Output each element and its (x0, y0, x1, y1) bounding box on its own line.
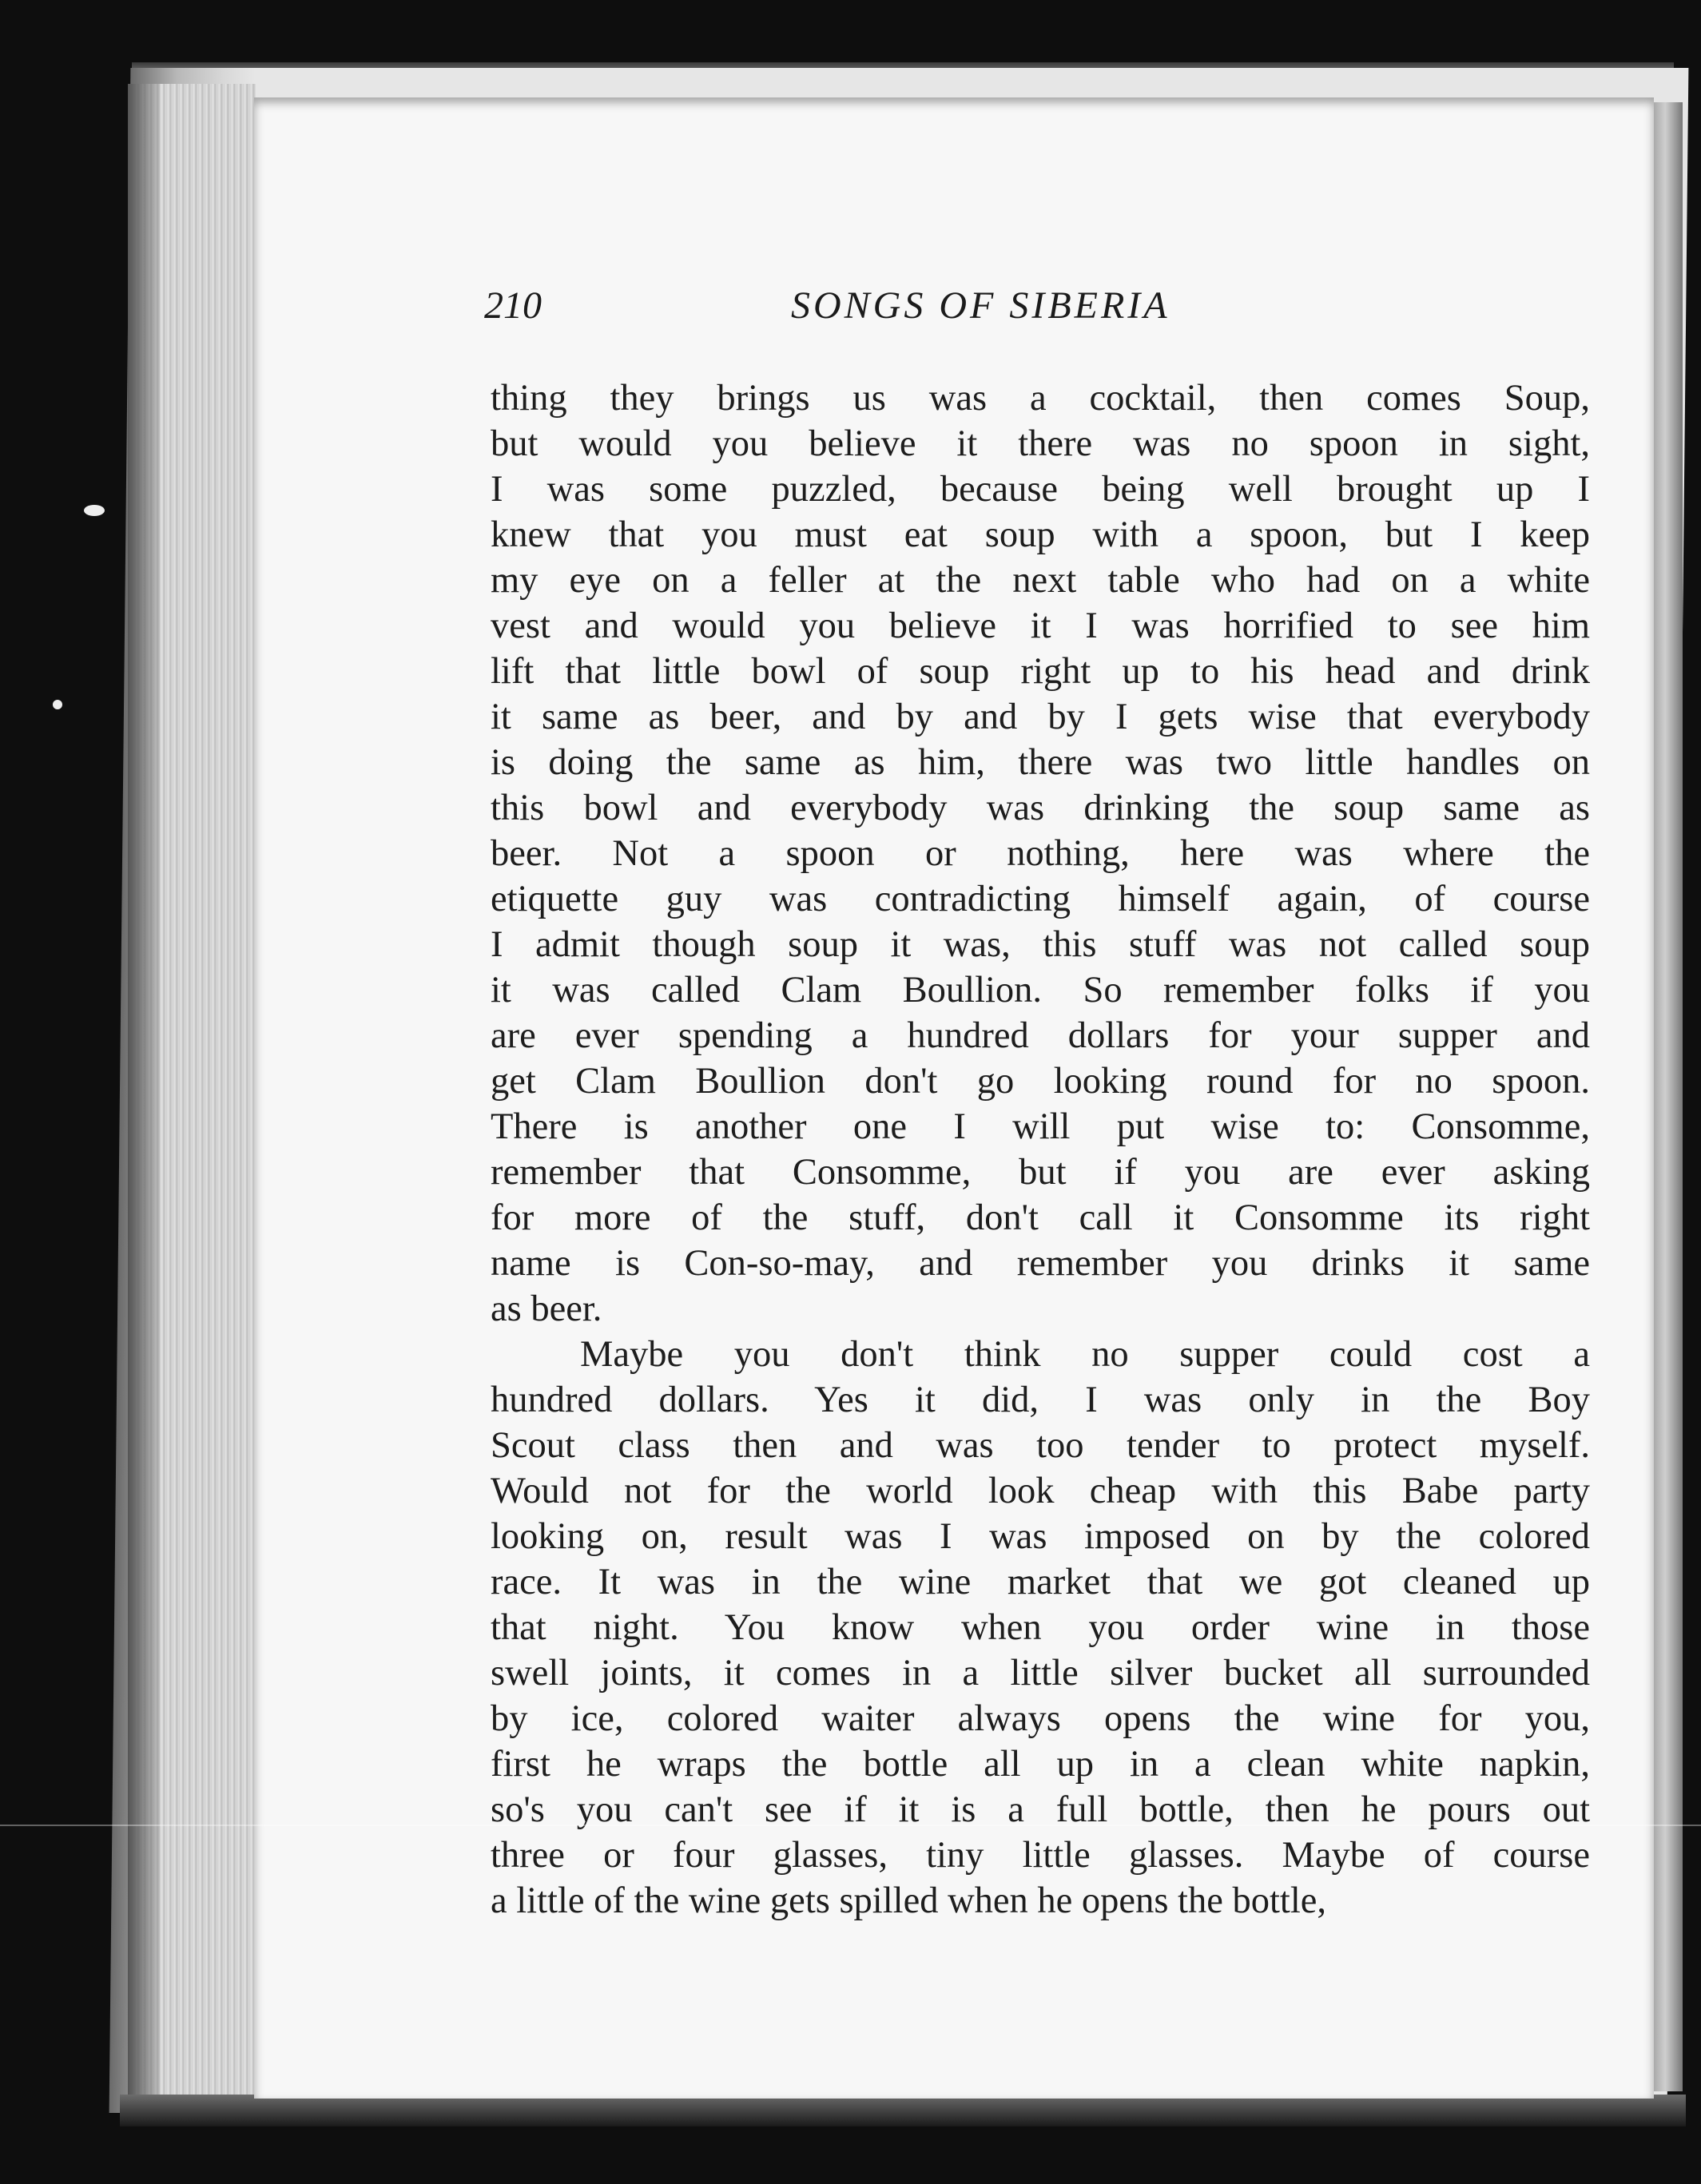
paragraph (491, 1332, 1590, 1924)
page-number: 210 (484, 284, 542, 327)
text-line: so's you can't see if it is a full bottle, then he pours out (491, 1789, 1590, 1830)
text-line: vest and would you believe it I was horrified to see him (491, 606, 1590, 646)
scan-artifact-line (0, 1825, 1701, 1826)
text-line: it same as beer, and by and by I gets wise that everybody (491, 697, 1590, 737)
text-line: swell joints, it comes in a little silver bucket all surrounded (491, 1653, 1590, 1694)
text-line: is doing the same as him, there was two little handles on (491, 742, 1590, 783)
binding-gutter (1654, 102, 1683, 2091)
paragraph (491, 375, 1590, 1332)
text-line: I was some puzzled, because being well brought up I (491, 469, 1590, 510)
dust-speck (84, 505, 105, 516)
text-line: a little of the wine gets spilled when he opens the bottle, (491, 1880, 1327, 1921)
book-bottom-edge (120, 2095, 1686, 2126)
text-line: remember that Consomme, but if you are ever asking (491, 1152, 1590, 1193)
text-line: three or four glasses, tiny little glasses. Maybe of course (491, 1835, 1590, 1876)
text-line: are ever spending a hundred dollars for your supper and (491, 1015, 1590, 1056)
text-line: etiquette guy was contradicting himself again, of course (491, 879, 1590, 919)
text-line: knew that you must eat soup with a spoon, but I keep (491, 514, 1590, 555)
text-line: I admit though soup it was, this stuff was not called soup (491, 924, 1590, 965)
text-line: hundred dollars. Yes it did, I was only in the Boy (491, 1380, 1590, 1420)
text-line: thing they brings us was a cocktail, then comes Soup, (491, 378, 1590, 419)
text-line: Scout class then and was too tender to protect myself. (491, 1425, 1590, 1466)
text-line: my eye on a feller at the next table who had on a white (491, 560, 1590, 601)
text-line: Would not for the world look cheap with this Babe party (491, 1471, 1590, 1511)
text-line: by ice, colored waiter always opens the wine for you, (491, 1698, 1590, 1739)
text-line: race. It was in the wine market that we got cleaned up (491, 1562, 1590, 1602)
text-line: beer. Not a spoon or nothing, here was where the (491, 833, 1590, 874)
text-line: as beer. (491, 1289, 602, 1329)
text-line: for more of the stuff, don't call it Consomme its right (491, 1197, 1590, 1238)
text-line: name is Con-so-may, and remember you drinks it same (491, 1243, 1590, 1284)
page-edges-stack (128, 84, 256, 2097)
text-line: get Clam Boullion don't go looking round for no spoon. (491, 1061, 1590, 1102)
body-text (491, 375, 1590, 1924)
text-line: lift that little bowl of soup right up to his head and drink (491, 651, 1590, 692)
text-line: it was called Clam Boullion. So remember folks if you (491, 970, 1590, 1011)
dust-speck (53, 700, 62, 709)
text-line: There is another one I will put wise to: Consomme, (491, 1106, 1590, 1147)
text-line: looking on, result was I was imposed on by the colored (491, 1516, 1590, 1557)
text-line: that night. You know when you order wine in those (491, 1607, 1590, 1648)
text-line: this bowl and everybody was drinking the soup same as (491, 788, 1590, 828)
running-head (484, 284, 1275, 332)
running-title: SONGS OF SIBERIA (791, 284, 1170, 327)
text-line: but would you believe it there was no spoon in sight, (491, 423, 1590, 464)
text-line: Maybe you don't think no supper could cost a (580, 1334, 1590, 1375)
text-line: first he wraps the bottle all up in a clean white napkin, (491, 1744, 1590, 1785)
